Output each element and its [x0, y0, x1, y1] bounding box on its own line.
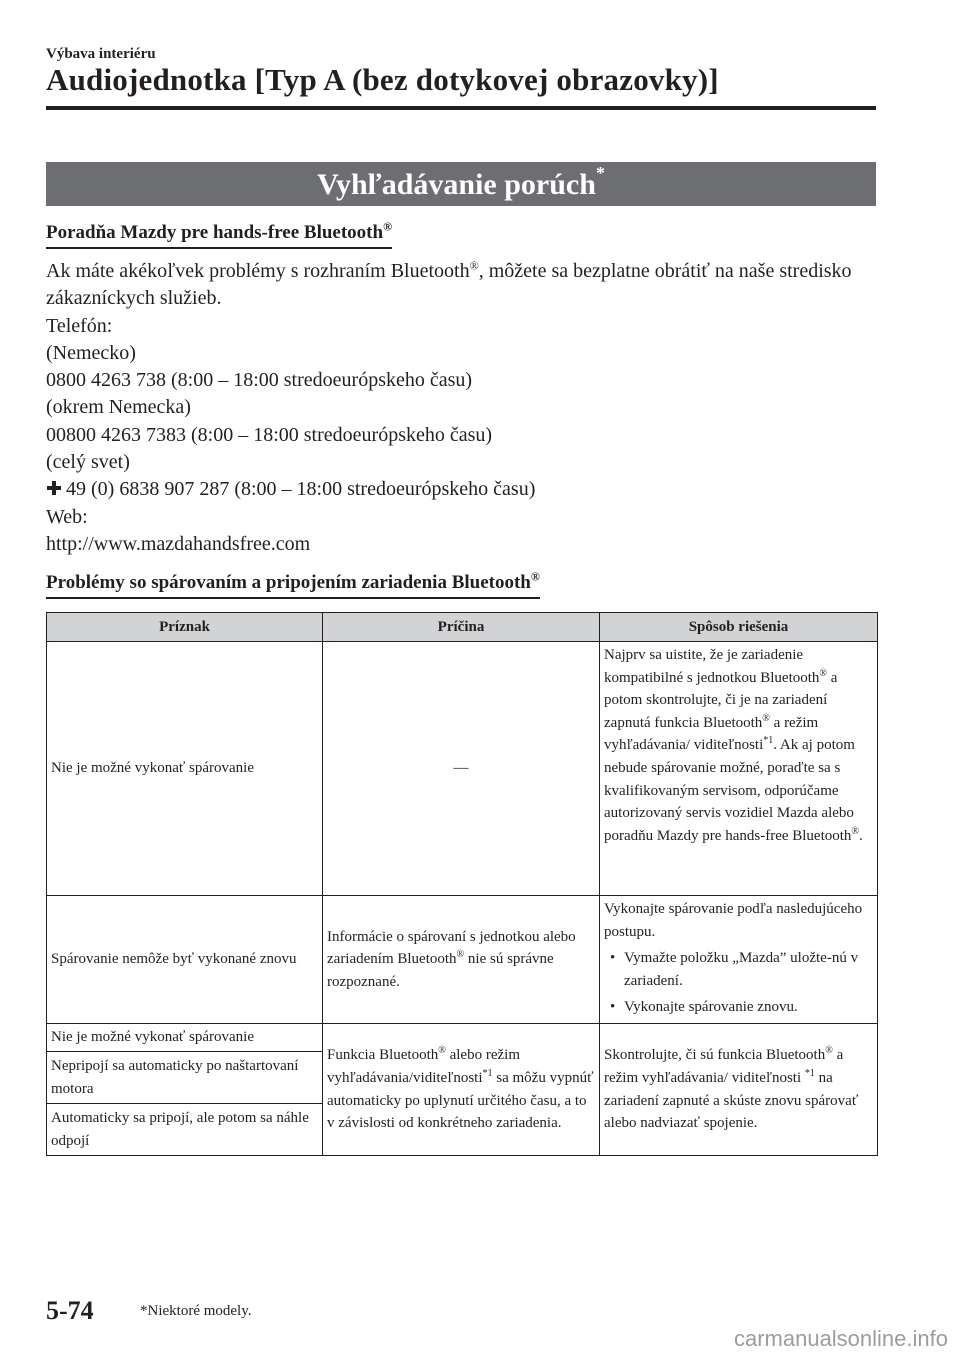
symptom-cell: Nie je možné vykonať spárovanie [47, 1024, 323, 1052]
page-title: Audiojednotka [Typ A (bez dotykovej obrazovky)] [46, 62, 719, 97]
header-rule [46, 106, 876, 110]
solution-text: a režim vyhľadávania/ viditeľnosti [604, 714, 819, 754]
web-url[interactable]: http://www.mazdahandsfree.com [46, 532, 311, 555]
optional-mark: * [595, 163, 605, 183]
cause-text: alebo režim vyhľadávania/viditeľnosti [327, 1047, 520, 1086]
solution-text: Najprv sa uistite, že je zariadenie kompatibilné s jednotkou Bluetooth [604, 647, 820, 686]
solution-text: a potom skontrolujte, či je na zariadení zapnutá funkcia Bluetooth [604, 669, 838, 731]
world-number: 49 (0) 6838 907 287 (8:00 – 18:00 stredoeurópskeho času) [66, 478, 536, 501]
cause-cell: — [323, 642, 600, 896]
germany-label: (Nemecko) [46, 341, 136, 364]
cause-cell [323, 1024, 600, 1156]
list-item [604, 947, 873, 992]
registered-mark: ® [383, 219, 393, 234]
table-row [47, 896, 878, 1024]
footnote-ref: *1 [482, 1067, 493, 1079]
watermark: carmanualsonline.info [733, 1326, 948, 1351]
registered-mark: ® [530, 569, 540, 584]
registered-mark: ® [851, 825, 860, 837]
table-row [47, 642, 878, 896]
web-label: Web: [46, 505, 88, 528]
registered-mark: ® [456, 949, 465, 961]
solution-cell [600, 642, 878, 896]
section-bar [46, 162, 876, 206]
column-header: Príčina [323, 613, 600, 642]
list-item-text: Vykonajte spárovanie znovu. [624, 999, 798, 1016]
section-title: Vyhľadávanie porúch [317, 168, 596, 201]
table-row [47, 1024, 878, 1052]
bullet-mark: • [610, 999, 616, 1016]
registered-mark: ® [825, 1045, 833, 1057]
chapter-label: Výbava interiéru [46, 46, 156, 62]
solution-text: a režim vyhľadávania/ viditeľnosti [604, 1047, 844, 1086]
phone-label: Telefón: [46, 314, 113, 337]
world-label: (celý svet) [46, 451, 130, 474]
pairing-heading [46, 569, 540, 599]
solution-cell [600, 1024, 878, 1156]
solution-text: . [859, 827, 863, 844]
footnote: *Niektoré modely. [140, 1303, 252, 1319]
help-intro [46, 258, 876, 313]
cause-text: Informácie o spárovaní s jednotkou alebo zariadením Bluetooth [327, 928, 576, 968]
plus-icon [46, 480, 62, 496]
solution-text: . Ak aj potom nebude spárovanie možné, poraďte sa s kvalifikovaným servisom, odporúčame autorizovaný servis vozidiel Mazda alebo poradňu Mazdy pre hands-free Bluetooth [604, 737, 855, 844]
symptom-cell: Spárovanie nemôže byť vykonané znovu [47, 896, 323, 1024]
solution-text: Vykonajte spárovanie podľa nasledujúceho postupu. [604, 901, 863, 940]
registered-mark: ® [819, 667, 828, 679]
registered-mark: ® [762, 712, 770, 724]
world-line [46, 476, 876, 503]
solution-text: na zariadení zapnuté a skúste znovu spárovať alebo nadviazať spojenie. [604, 1069, 859, 1132]
pairing-heading-text: Problémy so spárovaním a pripojením zariadenia Bluetooth [46, 572, 531, 593]
germany-number: 0800 4263 738 (8:00 – 18:00 stredoeurópskeho času) [46, 369, 473, 392]
intro-text: Ak máte akékoľvek problémy s rozhraním Bluetooth [46, 260, 470, 282]
outside-label: (okrem Nemecka) [46, 396, 191, 419]
cause-text: Funkcia Bluetooth [327, 1047, 439, 1064]
list-item [604, 996, 873, 1019]
symptom-cell: Nie je možné vykonať spárovanie [47, 642, 323, 896]
solution-text: Skontrolujte, či sú funkcia Bluetooth [604, 1047, 826, 1064]
list-item-text: Vymažte položku „Mazda” uložte-nú v zariadení. [624, 950, 859, 989]
column-header: Spôsob riešenia [600, 613, 878, 642]
cause-text: sa môžu vypnúť automaticky po uplynutí určitého času, a to v závislosti od konkrétneho zariadenia. [327, 1069, 594, 1132]
outside-number: 00800 4263 7383 (8:00 – 18:00 stredoeurópskeho času) [46, 423, 493, 446]
symptom-cell: Nepripojí sa automaticky po naštartovaní motora [47, 1052, 323, 1104]
solution-cell [600, 896, 878, 1024]
column-header: Príznak [47, 613, 323, 642]
registered-mark: ® [438, 1045, 446, 1057]
cause-text: nie sú správne rozpoznané. [327, 951, 554, 990]
bullet-mark: • [610, 950, 616, 967]
registered-mark: ® [469, 258, 479, 273]
table-header-row [47, 613, 878, 642]
help-heading [46, 219, 393, 249]
help-body [46, 258, 876, 558]
help-heading-text: Poradňa Mazdy pre hands-free Bluetooth [46, 222, 384, 243]
symptom-cell: Automaticky sa pripojí, ale potom sa náhle odpojí [47, 1104, 323, 1156]
intro-text: , môžete sa bezplatne obrátiť na naše stredisko zákazníckych služieb. [46, 260, 852, 310]
cause-cell [323, 896, 600, 1024]
troubleshooting-table [46, 612, 878, 1156]
footnote-ref: *1 [763, 735, 774, 747]
footnote-ref: *1 [804, 1067, 815, 1079]
page-number: 5-74 [46, 1296, 94, 1325]
